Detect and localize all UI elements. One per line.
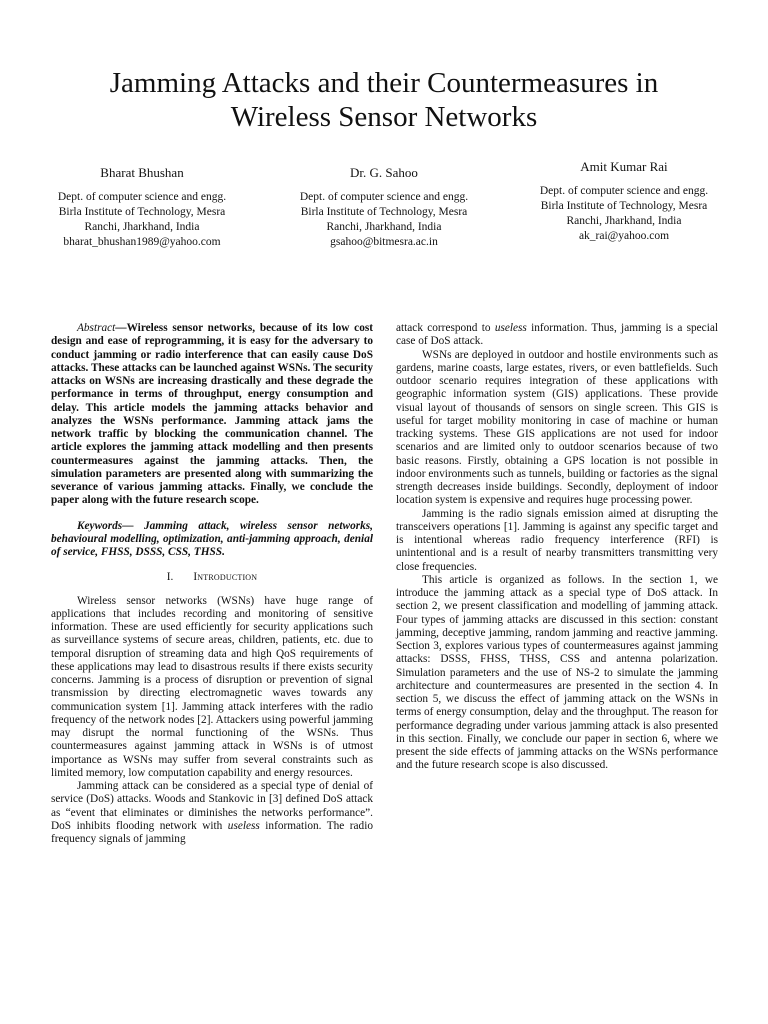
author-name: Amit Kumar Rai xyxy=(580,159,668,174)
author-dept: Dept. of computer science and engg. xyxy=(57,191,227,203)
paragraph: This article is organized as follows. In the section 1, we introduce the jamming attack as a special type of DoS attack. In section 2, we present classification and modelling of jamming attack. Four types of jamming attacks are discussed in this section: constant jamming, deceptive jamming, random jamming and reactive jamming. Section 3, explores various types of countermeasures against jamming attacks: DSSS, FHSS, THSS, CSS and antenna polarization. Simulation parameters and the use of NS-2 to simulate the jamming architecture and countermeasures are presented in the section 4. In section 5, we discuss the effect of jamming attack on the WSNs in terms of energy consumption, delay and the throughput. The reason for performance degrading under various jamming attack is also presented in this section. Finally, we conclude our paper in section 6, where we present the side effects of jamming attacks on the WSNs performance and the future research scope is also discussed. xyxy=(396,573,718,772)
section-heading-introduction xyxy=(51,571,373,584)
text-run: information. Thus, jamming is a special case of DoS attack. xyxy=(396,322,718,348)
abstract-text: Wireless sensor networks, because of its low cost design and ease of reprogramming, it is easy for the adversary to conduct jamming or radio interference that can easily cause DoS attacks. These attacks can be launched against WSNs. The security attacks on WSNs are increasing drastically and these degrade the performance in terms of throughput, energy consumption and delay. This article models the jamming attacks behavior and analyzes the WSNs performance. Jamming attack jams the network traffic by blocking the communication channel. The article explores the jamming attack modelling and then presents countermeasures against the jamming attacks. Then, the simulation parameters are presented along with summarizing the severance of various jamming attacks. Finally, we conclude the paper along with the future research scope. xyxy=(51,322,373,507)
paragraph: Jamming is the radio signals emission aimed at disrupting the transceivers operations [1]. Jamming is against any specific target and is intentional whereas radio frequency interference (RFI) is unintentional and is a result of nearby transmitters transmitting very close frequencies. xyxy=(396,507,718,573)
author-name: Dr. G. Sahoo xyxy=(350,165,418,180)
paragraph xyxy=(51,780,373,846)
left-column xyxy=(51,322,373,846)
paragraph: WSNs are deployed in outdoor and hostile environments such as gardens, marine coasts, large estates, rivers, or even battlefields. Such outdoor scenario requires integration of these applications with geographic information system (GIS) applications. These provide visual layout of thousands of sensors on single screen. This GIS is useful for target mobility monitoring in case of machine or human tracking systems. These GIS applications are not used for indoor scenarios and are limited only to outdoor scenarios because of two basic reasons. Firstly, obtaining a GPS location is not possible in indoor environments such as tunnels, building or factories as the signal strength decreases inside buildings. Secondly, deployment of indoor location system is expensive and requires huge processing power. xyxy=(396,348,718,507)
author-block-1 xyxy=(32,165,252,250)
author-location: Ranchi, Jharkhand, India xyxy=(84,221,200,233)
text-run: attack correspond to xyxy=(396,322,495,334)
text-run: information. The radio frequency signals of jamming xyxy=(51,819,373,845)
author-dept: Dept. of computer science and engg. xyxy=(539,185,709,197)
author-block-3 xyxy=(514,159,734,244)
right-column xyxy=(396,322,718,773)
paper-title xyxy=(40,66,728,134)
keywords-dash: — xyxy=(122,519,134,532)
title-line-1: Jamming Attacks and their Countermeasures in xyxy=(109,67,659,99)
author-institute: Birla Institute of Technology, Mesra xyxy=(58,206,226,218)
paragraph xyxy=(396,322,718,349)
author-institute: Birla Institute of Technology, Mesra xyxy=(540,200,708,212)
keywords xyxy=(51,520,373,560)
author-dept: Dept. of computer science and engg. xyxy=(299,191,469,203)
section-number: I. xyxy=(166,571,174,584)
emphasis-text: useless xyxy=(494,322,527,334)
keywords-label: Keywords xyxy=(77,519,123,532)
author-name: Bharat Bhushan xyxy=(100,165,184,180)
author-email: ak_rai@yahoo.com xyxy=(578,230,670,242)
author-email: bharat_bhushan1989@yahoo.com xyxy=(63,236,221,248)
keywords-text: Jamming attack, wireless sensor networks, behavioural modelling, optimization, anti-jamming approach, denial of service, FHSS, DSSS, CSS, THSS. xyxy=(51,519,373,558)
author-block-2 xyxy=(274,165,494,250)
title-line-2: Wireless Sensor Networks xyxy=(230,101,538,133)
abstract-label: Abstract xyxy=(77,322,116,334)
author-institute: Birla Institute of Technology, Mesra xyxy=(300,206,468,218)
abstract-dash: — xyxy=(115,322,127,334)
author-location: Ranchi, Jharkhand, India xyxy=(566,215,682,227)
author-email: gsahoo@bitmesra.ac.in xyxy=(330,236,438,248)
abstract xyxy=(51,322,373,508)
section-title: Introduction xyxy=(193,571,258,584)
author-location: Ranchi, Jharkhand, India xyxy=(326,221,442,233)
paragraph: Wireless sensor networks (WSNs) have huge range of applications that includes recording and monitoring of sensitive information. These are used efficiently for security applications such as surveillance systems of secure areas, children, patients, etc. due to temporal disruption of streaming data and high QoS requirements of these applications may lead to disastrous results if there exists security concerns. Jamming is a process of disruption or prevention of signal transmission by directing electromagnetic waves towards any communication system [1]. Jamming attack interferes with the radio frequency of the network nodes [2]. Attackers using powerful jamming may disrupt the normal functioning of the WSNs. Thus countermeasures against jamming attack in WSNs is of utmost importance as WSNs may suffer from several constraints such as limited memory, low computation capability and energy resources. xyxy=(51,594,373,779)
emphasis-text: useless xyxy=(227,819,260,832)
text-run: Jamming attack can be considered as a special type of denial of service (DoS) attacks. Woods and Stankovic in [3] defined DoS attack as “event that eliminates or diminishes the networks performance”. DoS inhibits flooding network with xyxy=(51,780,373,832)
